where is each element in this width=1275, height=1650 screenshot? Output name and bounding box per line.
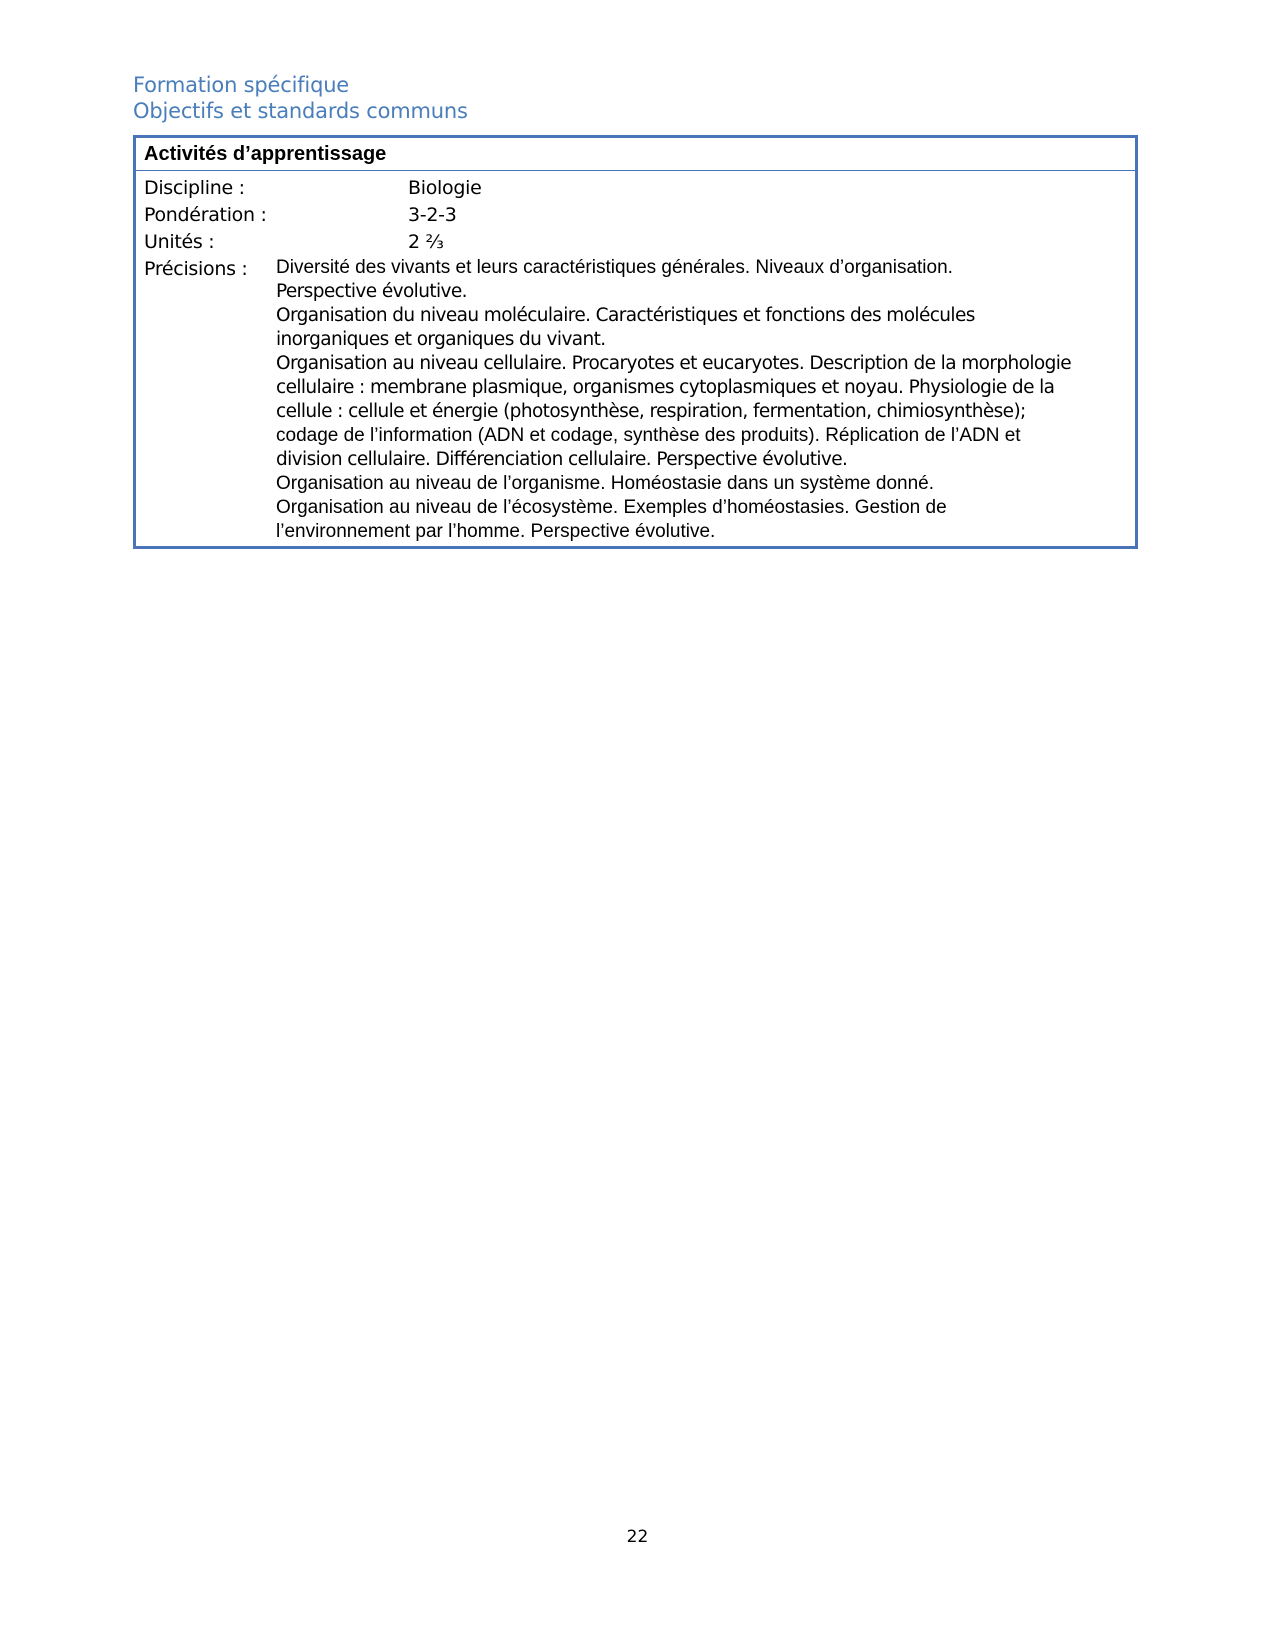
precisions-line: inorganiques et organiques du vivant. — [276, 329, 606, 350]
learning-activities-box — [133, 135, 1138, 549]
field-value-discipline: Biologie — [408, 177, 482, 199]
precisions-line: Organisation au niveau de l’organisme. Homéostasie dans un système donné. — [276, 473, 934, 494]
field-label-precisions: Précisions : — [144, 258, 248, 280]
field-value-unites: 2 ⅔ — [408, 231, 444, 253]
precisions-line: Organisation au niveau cellulaire. Procaryotes et eucaryotes. Description de la morphologie — [276, 353, 1072, 374]
precisions-line: division cellulaire. Différenciation cellulaire. Perspective évolutive. — [276, 449, 848, 470]
header-section-title: Formation spécifique — [133, 73, 350, 97]
precisions-text — [276, 256, 1126, 544]
field-label-ponderation: Pondération : — [144, 204, 267, 226]
document-header — [133, 72, 1143, 124]
page-number: 22 — [626, 1527, 649, 1547]
field-label-discipline: Discipline : — [144, 177, 245, 199]
box-title: Activités d’apprentissage — [136, 138, 1135, 171]
precisions-line: l’environnement par l’homme. Perspective évolutive. — [276, 521, 716, 542]
precisions-line: codage de l’information (ADN et codage, synthèse des produits). Réplication de l’ADN et — [276, 425, 1021, 446]
precisions-line: Diversité des vivants et leurs caractéristiques générales. Niveaux d’organisation. — [276, 257, 953, 278]
field-value-ponderation: 3-2-3 — [408, 204, 457, 226]
header-subtitle: Objectifs et standards communs — [133, 99, 468, 123]
field-label-unites: Unités : — [144, 231, 215, 253]
precisions-line: cellulaire : membrane plasmique, organismes cytoplasmiques et noyau. Physiologie de la — [276, 377, 1055, 398]
precisions-line: Organisation au niveau de l’écosystème. Exemples d’homéostasies. Gestion de — [276, 497, 947, 518]
precisions-line: cellule : cellule et énergie (photosynthèse, respiration, fermentation, chimiosynthèse); — [276, 401, 1026, 422]
precisions-line: Perspective évolutive. — [276, 281, 467, 302]
precisions-line: Organisation du niveau moléculaire. Caractéristiques et fonctions des molécules — [276, 305, 975, 326]
